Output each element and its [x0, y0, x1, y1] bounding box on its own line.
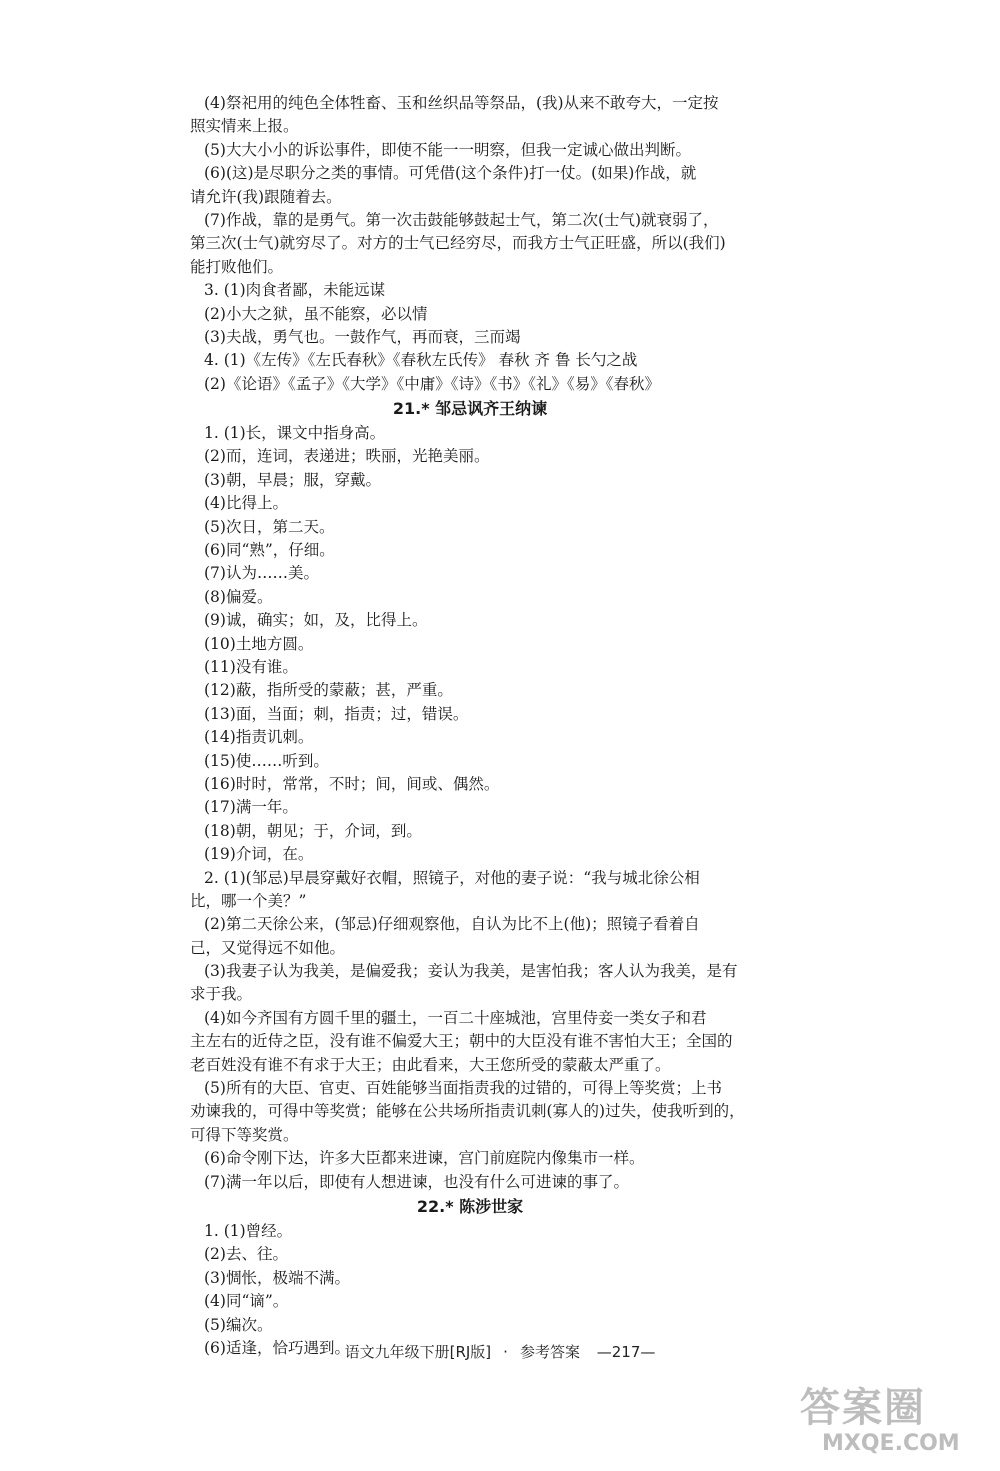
text-line: (7)认为……美。 [204, 564, 319, 583]
text-line: 2. (1)(邹忌)早晨穿戴好衣帽，照镜子，对他的妻子说：“我与城北徐公相 [204, 868, 700, 887]
text-line: (8)偏爱。 [204, 587, 273, 606]
text-line: 老百姓没有谁不有求于大王；由此看来，大王您所受的蒙蔽太严重了。 [190, 1055, 671, 1074]
text-line: (2)而，连词，表递进；昳丽，光艳美丽。 [204, 447, 490, 466]
text-line: (7)作战，靠的是勇气。第一次击鼓能够鼓起士气，第二次(士气)就衰弱了， [204, 210, 719, 229]
section-title: 22.* 陈涉世家 [416, 1196, 524, 1216]
footer-separator: · [503, 1343, 508, 1361]
text-line: 第三次(士气)就穷尽了。对方的士气已经穷尽，而我方士气正旺盛，所以(我们) [190, 234, 726, 253]
text-line: 己，又觉得远不如他。 [190, 938, 346, 957]
text-line: (5)编次。 [204, 1315, 273, 1334]
text-line: (4)祭祀用的纯色全体牲畜、玉和丝织品等祭品，(我)从来不敢夸大，一定按 [204, 94, 719, 112]
text-line: 4. (1)《左传》《左氏春秋》《春秋左氏传》 春秋 齐 鲁 长勺之战 [204, 351, 638, 370]
page-content [190, 92, 750, 1360]
text-line: (2)第二天徐公来，(邹忌)仔细观察他，自认为比不上(他)；照镜子看着自 [204, 915, 700, 934]
text-line: (6)命令刚下达，许多大臣都来进谏，宫门前庭院内像集市一样。 [204, 1149, 645, 1168]
watermark [800, 1385, 990, 1467]
text-line: (13)面，当面；刺，指责；过，错误。 [204, 704, 469, 723]
text-line: (4)比得上。 [204, 494, 288, 513]
text-line: 求于我。 [190, 985, 253, 1004]
text-line: 请允许(我)跟随着去。 [190, 187, 342, 206]
text-line: (11)没有谁。 [204, 657, 298, 676]
text-line: 能打败他们。 [190, 257, 284, 276]
watermark-logo: 答案圈 [800, 1385, 926, 1431]
watermark-url: MXQE.COM [822, 1431, 960, 1456]
text-line: (3)夫战，勇气也。一鼓作气，再而衰，三而竭 [204, 327, 521, 346]
text-line: 主左右的近侍之臣，没有谁不偏爱大王；朝中的大臣没有谁不害怕大王；全国的 [190, 1032, 733, 1051]
text-line: 3. (1)肉食者鄙，未能远谋 [204, 281, 386, 300]
text-line: (2)小大之狱，虽不能察，必以情 [204, 304, 428, 323]
text-line: (5)大大小小的诉讼事件，即使不能一一明察，但我一定诚心做出判断。 [204, 140, 691, 159]
text-line: 1. (1)曾经。 [204, 1221, 293, 1240]
text-line: (3)朝，早晨；服，穿戴。 [204, 470, 381, 489]
section-title: 21.* 邹忌讽齐王纳谏 [392, 399, 548, 419]
page-footer [0, 1341, 1000, 1362]
text-line: (2)去、往。 [204, 1245, 288, 1264]
text-line: (6)同“熟”，仔细。 [204, 541, 335, 560]
text-line: (18)朝，朝见；于，介词，到。 [204, 821, 422, 840]
footer-section: 参考答案 [519, 1343, 580, 1361]
text-line: 1. (1)长，课文中指身高。 [204, 424, 386, 443]
text-line: (14)指责讥刺。 [204, 728, 314, 747]
text-line: (4)同“谪”。 [204, 1292, 289, 1311]
text-line: 比，哪一个美？” [190, 891, 307, 910]
text-line: 照实情来上报。 [190, 117, 299, 136]
text-line: (3)我妻子认为我美，是偏爱我；妾认为我美，是害怕我；客人认为我美，是有 [204, 962, 738, 981]
text-line: (15)使……听到。 [204, 751, 329, 770]
text-line: (5)所有的大臣、官吏、百姓能够当面指责我的过错的，可得上等奖赏；上书 [204, 1079, 722, 1098]
text-line: (4)如今齐国有方圆千里的疆土，一百二十座城池，宫里侍妾一类女子和君 [204, 1008, 707, 1027]
text-line: (10)土地方圆。 [204, 634, 314, 653]
text-line: (7)满一年以后，即使有人想进谏，也没有什么可进谏的事了。 [204, 1172, 629, 1191]
text-line: (6)(这)是尽职分之类的事情。可凭借(这个条件)打一仗。(如果)作战，就 [204, 164, 697, 183]
text-line: 可得下等奖赏。 [190, 1125, 299, 1144]
text-line: (16)时时，常常，不时；间，间或、偶然。 [204, 774, 500, 793]
text-line: (19)介词，在。 [204, 845, 314, 864]
text-line: (3)惆怅，极端不满。 [204, 1268, 350, 1287]
text-line: (6)适逢，恰巧遇到。 [204, 1338, 350, 1357]
page-number: —217— [596, 1343, 656, 1361]
text-line: (5)次日，第二天。 [204, 517, 335, 536]
footer-book-title: 语文九年级下册[RJ版] [344, 1343, 492, 1361]
text-line: (12)蔽，指所受的蒙蔽；甚，严重。 [204, 681, 453, 700]
text-line: (9)诚，确实；如，及，比得上。 [204, 611, 428, 630]
text-line: (2)《论语》《孟子》《大学》《中庸》《诗》《书》《礼》《易》《春秋》 [204, 374, 660, 393]
text-line: (17)满一年。 [204, 798, 298, 817]
text-line: 劝谏我的，可得中等奖赏；能够在公共场所指责讥刺(寡人的)过失，使我听到的， [190, 1102, 745, 1121]
